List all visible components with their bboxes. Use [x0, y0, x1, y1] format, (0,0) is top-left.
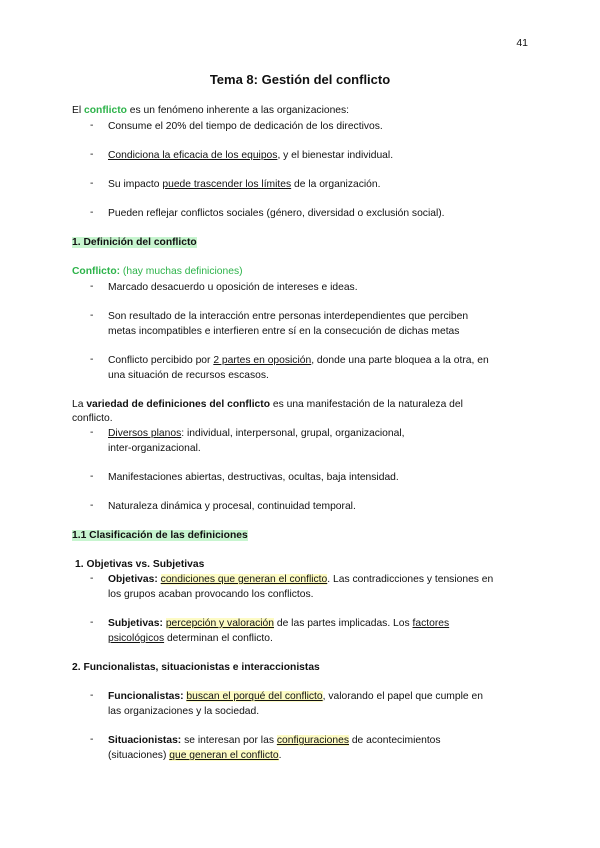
- bullet-dash: -: [90, 617, 94, 628]
- section-heading: 1. Definición del conflicto: [72, 237, 197, 248]
- variety-paragraph-continuation: conflicto.: [72, 413, 113, 424]
- intro-paragraph: El conflicto es un fenómeno inherente a las organizaciones:: [72, 105, 350, 116]
- bullet-dash: -: [90, 354, 94, 365]
- bullet-dash: -: [90, 427, 94, 438]
- bullet-dash: -: [90, 178, 94, 189]
- list-item-continuation: una situación de recursos escasos.: [108, 370, 269, 381]
- list-item: Consume el 20% del tiempo de dedicación de los directivos.: [108, 121, 383, 132]
- list-item-continuation: los grupos acaban provocando los conflictos.: [108, 589, 314, 600]
- list-item: Situacionistas: se interesan por las configuraciones de acontecimientos: [108, 735, 441, 746]
- bullet-dash: -: [90, 573, 94, 584]
- list-item: Condiciona la eficacia de los equipos, y el bienestar individual.: [108, 150, 394, 161]
- bullet-dash: -: [90, 471, 94, 482]
- page-title: Tema 8: Gestión del conflicto: [209, 72, 391, 87]
- list-item: Objetivas: condiciones que generan el conflicto. Las contradicciones y tensiones en: [108, 574, 494, 585]
- list-item: Subjetivas: percepción y valoración de las partes implicadas. Los factores: [108, 618, 450, 629]
- bullet-dash: -: [90, 734, 94, 745]
- classification-heading: 2. Funcionalistas, situacionistas e interaccionistas: [72, 662, 320, 673]
- list-item: Marcado desacuerdo u oposición de intereses e ideas.: [108, 282, 358, 293]
- list-item: Manifestaciones abiertas, destructivas, ocultas, baja intensidad.: [108, 472, 399, 483]
- list-item-continuation: (situaciones) que generan el conflicto.: [108, 750, 282, 761]
- list-item: Conflicto percibido por 2 partes en oposición, donde una parte bloquea a la otra, en: [108, 355, 489, 366]
- bullet-dash: -: [90, 500, 94, 511]
- page-number: 41: [516, 37, 528, 49]
- bullet-dash: -: [90, 690, 94, 701]
- list-item: Diversos planos: individual, interpersonal, grupal, organizacional,: [108, 428, 405, 439]
- list-item: Funcionalistas: buscan el porqué del conflicto, valorando el papel que cumple en: [108, 691, 483, 702]
- keyword-conflicto: conflicto: [84, 105, 127, 116]
- variety-paragraph: La variedad de definiciones del conflicto es una manifestación de la naturaleza del: [72, 399, 463, 410]
- list-item: Naturaleza dinámica y procesal, continuidad temporal.: [108, 501, 356, 512]
- bullet-dash: -: [90, 310, 94, 321]
- list-item: Su impacto puede trascender los límites de la organización.: [108, 179, 381, 190]
- list-item-continuation: inter-organizacional.: [108, 443, 201, 454]
- list-item-continuation: las organizaciones y la sociedad.: [108, 706, 260, 717]
- bullet-dash: -: [90, 281, 94, 292]
- bullet-dash: -: [90, 149, 94, 160]
- bullet-dash: -: [90, 120, 94, 131]
- bullet-dash: -: [90, 207, 94, 218]
- classification-heading: 1. Objetivas vs. Subjetivas: [75, 559, 205, 570]
- subsection-heading: 1.1 Clasificación de las definiciones: [72, 530, 248, 541]
- definition-label: Conflicto: (hay muchas definiciones): [72, 266, 243, 277]
- list-item-continuation: metas incompatibles e interfieren entre sí en la consecución de dichas metas: [108, 326, 460, 337]
- list-item-continuation: psicológicos determinan el conflicto.: [108, 633, 273, 644]
- list-item: Son resultado de la interacción entre personas interdependientes que perciben: [108, 311, 469, 322]
- list-item: Pueden reflejar conflictos sociales (género, diversidad o exclusión social).: [108, 208, 445, 219]
